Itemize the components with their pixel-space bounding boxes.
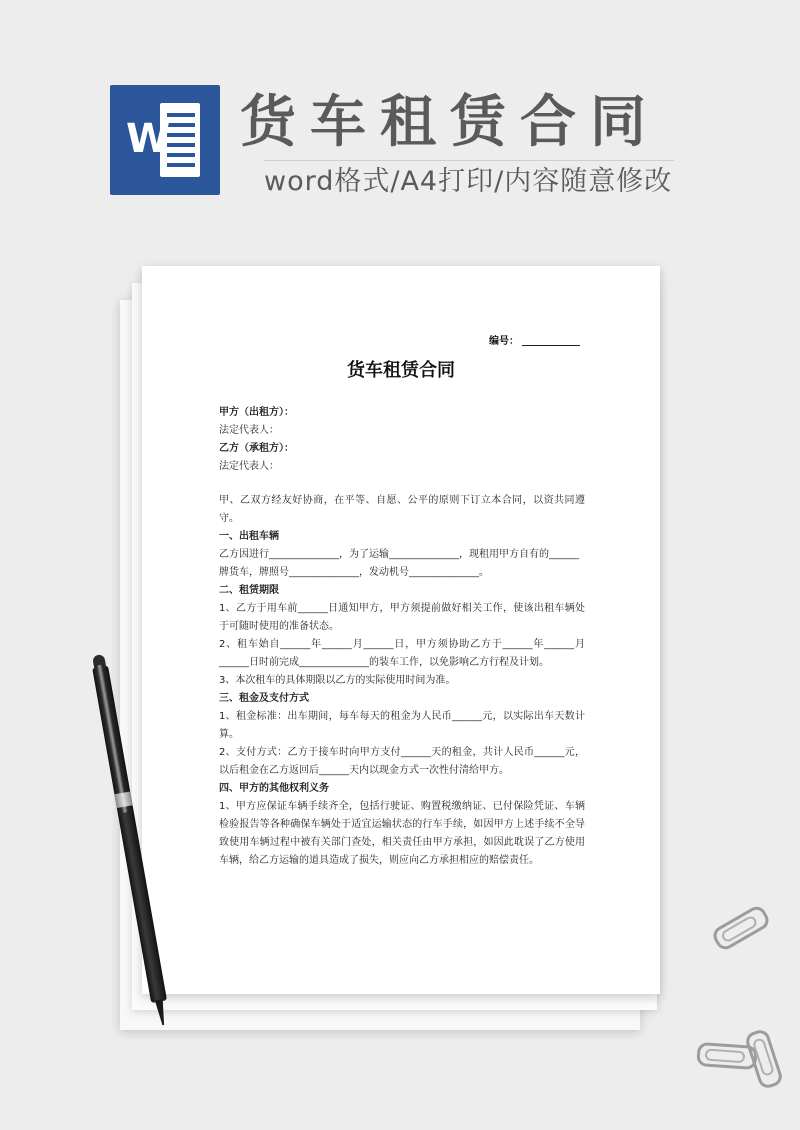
party-b-label: 乙方（承租方）：	[219, 443, 294, 454]
banner-subtitle: word格式/A4打印/内容随意修改	[264, 166, 673, 197]
party-a-representative: 法定代表人：	[219, 425, 279, 436]
party-a-label: 甲方（出租方）：	[219, 407, 294, 418]
section-2-paragraph: 2、租车始自______年______月______日，甲方须协助乙方于______年______月______日时前完成______________的装车工作，以免影响乙方行程及计划。	[219, 639, 585, 668]
section-3-paragraph: 1、租金标准：出车期间，每车每天的租金为人民币______元，以实际出车天数计算。	[219, 711, 585, 740]
paperclip-icon	[710, 903, 772, 953]
contract-title: 货车租赁合同	[347, 360, 455, 381]
section-2-paragraph: 3、本次租车的具体期限以乙方的实际使用时间为准。	[219, 675, 456, 686]
section-1-paragraph: 乙方因进行______________，为了运输______________，现租用甲方自有的______	[219, 549, 579, 560]
contract-page	[142, 266, 660, 994]
banner-title: 货车租赁合同	[240, 90, 660, 155]
section-2-paragraph: 1、乙方于用车前______日通知甲方，甲方须提前做好相关工作，使该出租车辆处于可随时使用的准备状态。	[219, 603, 585, 632]
contract-number-label: 编号：	[489, 336, 519, 347]
section-1-paragraph: 牌货车，牌照号______________，发动机号______________。	[219, 567, 489, 578]
contract-number-line	[522, 345, 580, 346]
section-1-heading: 一、出租车辆	[219, 531, 279, 542]
banner-divider	[264, 160, 674, 161]
section-4-paragraph: 1、甲方应保证车辆手续齐全，包括行驶证、购置税缴纳证、已付保险凭证、车辆检验报告等各种确保车辆处于适宜运输状态的行车手续，如因甲方上述手续不全导致使用车辆过程中被有关部门查处，相关责任由甲方承担，如因此耽误了乙方使用车辆，给乙方运输的道具造成了损失，则应向乙方承担相应的赔偿责任。	[219, 801, 585, 866]
contract-intro: 甲、乙双方经友好协商，在平等、自愿、公平的原则下订立本合同，以资共同遵守。	[219, 495, 585, 524]
section-2-heading: 二、租赁期限	[219, 585, 279, 596]
party-b-representative: 法定代表人：	[219, 461, 279, 472]
section-4-heading: 四、甲方的其他权利义务	[219, 783, 329, 794]
word-logo-letter: W	[126, 116, 171, 162]
contract-body	[219, 404, 585, 870]
section-3-heading: 三、租金及支付方式	[219, 693, 309, 704]
section-3-paragraph: 2、支付方式：乙方于接车时向甲方支付______天的租金，共计人民币______元，以后租金在乙方返回后______天内以现金方式一次性付清给甲方。	[219, 747, 585, 776]
word-logo-icon	[110, 85, 220, 195]
